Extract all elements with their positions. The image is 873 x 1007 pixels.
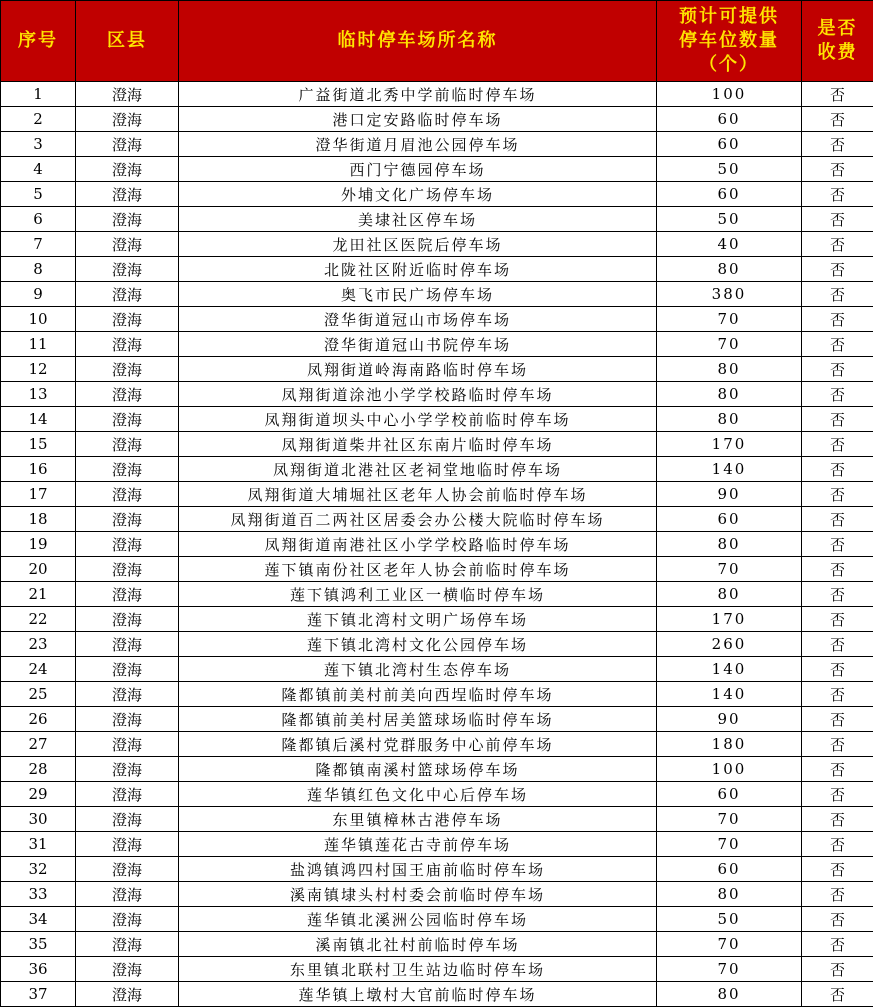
cell-district: 澄海 [76,857,179,882]
cell-name: 莲下镇南份社区老年人协会前临时停车场 [179,557,657,582]
table-row [1,632,873,657]
table-row [1,432,873,457]
cell-name: 凤翔街道涂池小学学校路临时停车场 [179,382,657,407]
cell-seq: 21 [1,582,76,607]
table-row [1,482,873,507]
cell-fee: 否 [802,307,873,332]
cell-district: 澄海 [76,382,179,407]
table-header-row [1,1,873,82]
cell-seq: 37 [1,982,76,1007]
cell-spaces: 80 [657,882,802,907]
cell-spaces: 70 [657,307,802,332]
cell-spaces: 70 [657,557,802,582]
cell-name: 澄华街道冠山书院停车场 [179,332,657,357]
table-row [1,157,873,182]
cell-seq: 15 [1,432,76,457]
cell-seq: 23 [1,632,76,657]
cell-seq: 22 [1,607,76,632]
cell-fee: 否 [802,407,873,432]
cell-spaces: 140 [657,682,802,707]
cell-fee: 否 [802,207,873,232]
cell-fee: 否 [802,107,873,132]
cell-fee: 否 [802,957,873,982]
table-row [1,182,873,207]
cell-spaces: 140 [657,457,802,482]
cell-spaces: 70 [657,807,802,832]
cell-spaces: 80 [657,582,802,607]
cell-name: 凤翔街道北港社区老祠堂地临时停车场 [179,457,657,482]
cell-seq: 19 [1,532,76,557]
cell-fee: 否 [802,782,873,807]
table-row [1,357,873,382]
table-row [1,282,873,307]
header-fee-line1: 是否 [817,18,858,39]
cell-district: 澄海 [76,157,179,182]
cell-seq: 35 [1,932,76,957]
cell-seq: 11 [1,332,76,357]
cell-name: 凤翔街道南港社区小学学校路临时停车场 [179,532,657,557]
cell-district: 澄海 [76,657,179,682]
table-row [1,882,873,907]
cell-district: 澄海 [76,482,179,507]
cell-seq: 9 [1,282,76,307]
cell-district: 澄海 [76,332,179,357]
table-row [1,132,873,157]
table-row [1,757,873,782]
cell-name: 凤翔街道岭海南路临时停车场 [179,357,657,382]
cell-name: 隆都镇后溪村党群服务中心前停车场 [179,732,657,757]
cell-seq: 36 [1,957,76,982]
cell-spaces: 170 [657,607,802,632]
cell-fee: 否 [802,807,873,832]
cell-spaces: 50 [657,157,802,182]
cell-district: 澄海 [76,532,179,557]
cell-seq: 20 [1,557,76,582]
cell-district: 澄海 [76,232,179,257]
cell-spaces: 80 [657,257,802,282]
cell-fee: 否 [802,132,873,157]
cell-name: 东里镇樟林古港停车场 [179,807,657,832]
cell-seq: 13 [1,382,76,407]
cell-name: 港口定安路临时停车场 [179,107,657,132]
cell-district: 澄海 [76,907,179,932]
cell-district: 澄海 [76,107,179,132]
cell-spaces: 90 [657,707,802,732]
cell-seq: 6 [1,207,76,232]
cell-seq: 4 [1,157,76,182]
cell-district: 澄海 [76,557,179,582]
cell-spaces: 60 [657,182,802,207]
cell-name: 莲下镇鸿利工业区一横临时停车场 [179,582,657,607]
cell-fee: 否 [802,232,873,257]
cell-spaces: 60 [657,782,802,807]
cell-name: 隆都镇前美村居美篮球场临时停车场 [179,707,657,732]
table-row [1,682,873,707]
cell-district: 澄海 [76,432,179,457]
cell-spaces: 70 [657,832,802,857]
cell-spaces: 60 [657,857,802,882]
cell-seq: 7 [1,232,76,257]
cell-district: 澄海 [76,707,179,732]
cell-spaces: 100 [657,82,802,107]
cell-spaces: 80 [657,382,802,407]
cell-seq: 16 [1,457,76,482]
cell-seq: 24 [1,657,76,682]
header-district: 区县 [76,1,179,82]
header-fee-line2: 收费 [817,42,858,63]
cell-fee: 否 [802,557,873,582]
table-row [1,382,873,407]
table-row [1,707,873,732]
cell-district: 澄海 [76,407,179,432]
cell-district: 澄海 [76,132,179,157]
cell-fee: 否 [802,382,873,407]
table-row [1,407,873,432]
table-row [1,332,873,357]
cell-name: 莲华镇上墩村大官前临时停车场 [179,982,657,1007]
cell-name: 莲下镇北湾村文明广场停车场 [179,607,657,632]
cell-spaces: 260 [657,632,802,657]
table-row [1,507,873,532]
cell-district: 澄海 [76,957,179,982]
header-spaces-line1: 预计可提供 [679,6,779,27]
cell-seq: 3 [1,132,76,157]
cell-spaces: 70 [657,332,802,357]
cell-district: 澄海 [76,182,179,207]
cell-name: 外埔文化广场停车场 [179,182,657,207]
cell-spaces: 60 [657,132,802,157]
header-spaces [657,1,802,82]
cell-name: 美埭社区停车场 [179,207,657,232]
cell-district: 澄海 [76,832,179,857]
header-seq: 序号 [1,1,76,82]
cell-spaces: 380 [657,282,802,307]
cell-district: 澄海 [76,807,179,832]
cell-spaces: 70 [657,957,802,982]
cell-fee: 否 [802,457,873,482]
table-row [1,932,873,957]
cell-fee: 否 [802,857,873,882]
cell-district: 澄海 [76,282,179,307]
cell-spaces: 100 [657,757,802,782]
cell-seq: 26 [1,707,76,732]
cell-seq: 17 [1,482,76,507]
cell-spaces: 40 [657,232,802,257]
cell-seq: 34 [1,907,76,932]
table-row [1,82,873,107]
cell-district: 澄海 [76,732,179,757]
table-row [1,307,873,332]
cell-fee: 否 [802,282,873,307]
cell-district: 澄海 [76,82,179,107]
cell-district: 澄海 [76,682,179,707]
cell-district: 澄海 [76,582,179,607]
cell-district: 澄海 [76,932,179,957]
cell-seq: 27 [1,732,76,757]
cell-seq: 10 [1,307,76,332]
cell-fee: 否 [802,732,873,757]
cell-name: 莲下镇北湾村文化公园停车场 [179,632,657,657]
cell-name: 莲华镇莲花古寺前停车场 [179,832,657,857]
cell-seq: 29 [1,782,76,807]
table-row [1,832,873,857]
cell-name: 奥飞市民广场停车场 [179,282,657,307]
header-spaces-line2: 停车位数量 [679,30,779,51]
cell-seq: 25 [1,682,76,707]
cell-district: 澄海 [76,357,179,382]
cell-fee: 否 [802,357,873,382]
cell-fee: 否 [802,832,873,857]
cell-name: 澄华街道冠山市场停车场 [179,307,657,332]
cell-name: 凤翔街道百二两社区居委会办公楼大院临时停车场 [179,507,657,532]
cell-district: 澄海 [76,457,179,482]
cell-spaces: 80 [657,407,802,432]
cell-fee: 否 [802,882,873,907]
table-row [1,107,873,132]
cell-seq: 33 [1,882,76,907]
cell-fee: 否 [802,257,873,282]
table-row [1,582,873,607]
table-row [1,782,873,807]
table-row [1,232,873,257]
cell-name: 莲下镇北湾村生态停车场 [179,657,657,682]
header-fee [802,1,873,82]
cell-fee: 否 [802,657,873,682]
cell-name: 隆都镇前美村前美向西埕临时停车场 [179,682,657,707]
cell-name: 东里镇北联村卫生站边临时停车场 [179,957,657,982]
cell-name: 凤翔街道柴井社区东南片临时停车场 [179,432,657,457]
cell-fee: 否 [802,82,873,107]
cell-spaces: 60 [657,107,802,132]
cell-seq: 31 [1,832,76,857]
cell-district: 澄海 [76,982,179,1007]
cell-fee: 否 [802,982,873,1007]
table-row [1,982,873,1007]
cell-name: 北陇社区附近临时停车场 [179,257,657,282]
cell-name: 莲华镇北溪洲公园临时停车场 [179,907,657,932]
cell-fee: 否 [802,632,873,657]
cell-fee: 否 [802,532,873,557]
cell-name: 莲华镇红色文化中心后停车场 [179,782,657,807]
cell-district: 澄海 [76,257,179,282]
cell-spaces: 180 [657,732,802,757]
cell-seq: 8 [1,257,76,282]
cell-district: 澄海 [76,507,179,532]
cell-district: 澄海 [76,782,179,807]
table-row [1,857,873,882]
header-name: 临时停车场所名称 [179,1,657,82]
cell-name: 凤翔街道坝头中心小学学校前临时停车场 [179,407,657,432]
table-row [1,657,873,682]
cell-spaces: 60 [657,507,802,532]
table-body [1,82,873,1007]
cell-name: 西门宁德园停车场 [179,157,657,182]
cell-seq: 5 [1,182,76,207]
table-row [1,457,873,482]
cell-fee: 否 [802,182,873,207]
cell-fee: 否 [802,682,873,707]
header-spaces-line3: （个） [699,54,759,75]
table-row [1,732,873,757]
cell-spaces: 80 [657,982,802,1007]
cell-name: 隆都镇南溪村篮球场停车场 [179,757,657,782]
table-row [1,907,873,932]
table-row [1,807,873,832]
cell-fee: 否 [802,432,873,457]
cell-name: 龙田社区医院后停车场 [179,232,657,257]
cell-name: 凤翔街道大埔堀社区老年人协会前临时停车场 [179,482,657,507]
cell-name: 盐鸿镇鸿四村国王庙前临时停车场 [179,857,657,882]
cell-spaces: 70 [657,932,802,957]
cell-seq: 28 [1,757,76,782]
cell-seq: 18 [1,507,76,532]
cell-fee: 否 [802,332,873,357]
cell-name: 广益街道北秀中学前临时停车场 [179,82,657,107]
table-row [1,957,873,982]
cell-seq: 1 [1,82,76,107]
cell-seq: 14 [1,407,76,432]
cell-district: 澄海 [76,207,179,232]
cell-spaces: 50 [657,207,802,232]
table-row [1,257,873,282]
table-row [1,207,873,232]
cell-fee: 否 [802,157,873,182]
cell-name: 澄华街道月眉池公园停车场 [179,132,657,157]
table-row [1,607,873,632]
cell-district: 澄海 [76,757,179,782]
cell-district: 澄海 [76,632,179,657]
cell-fee: 否 [802,757,873,782]
cell-name: 溪南镇北社村前临时停车场 [179,932,657,957]
cell-fee: 否 [802,607,873,632]
cell-district: 澄海 [76,607,179,632]
cell-seq: 2 [1,107,76,132]
table-row [1,532,873,557]
cell-fee: 否 [802,482,873,507]
cell-seq: 12 [1,357,76,382]
cell-spaces: 140 [657,657,802,682]
cell-fee: 否 [802,907,873,932]
cell-spaces: 170 [657,432,802,457]
cell-seq: 32 [1,857,76,882]
cell-fee: 否 [802,932,873,957]
cell-district: 澄海 [76,307,179,332]
cell-name: 溪南镇埭头村村委会前临时停车场 [179,882,657,907]
cell-fee: 否 [802,582,873,607]
cell-spaces: 50 [657,907,802,932]
cell-district: 澄海 [76,882,179,907]
cell-spaces: 90 [657,482,802,507]
cell-seq: 30 [1,807,76,832]
cell-spaces: 80 [657,532,802,557]
cell-fee: 否 [802,507,873,532]
cell-fee: 否 [802,707,873,732]
cell-spaces: 80 [657,357,802,382]
table-row [1,557,873,582]
